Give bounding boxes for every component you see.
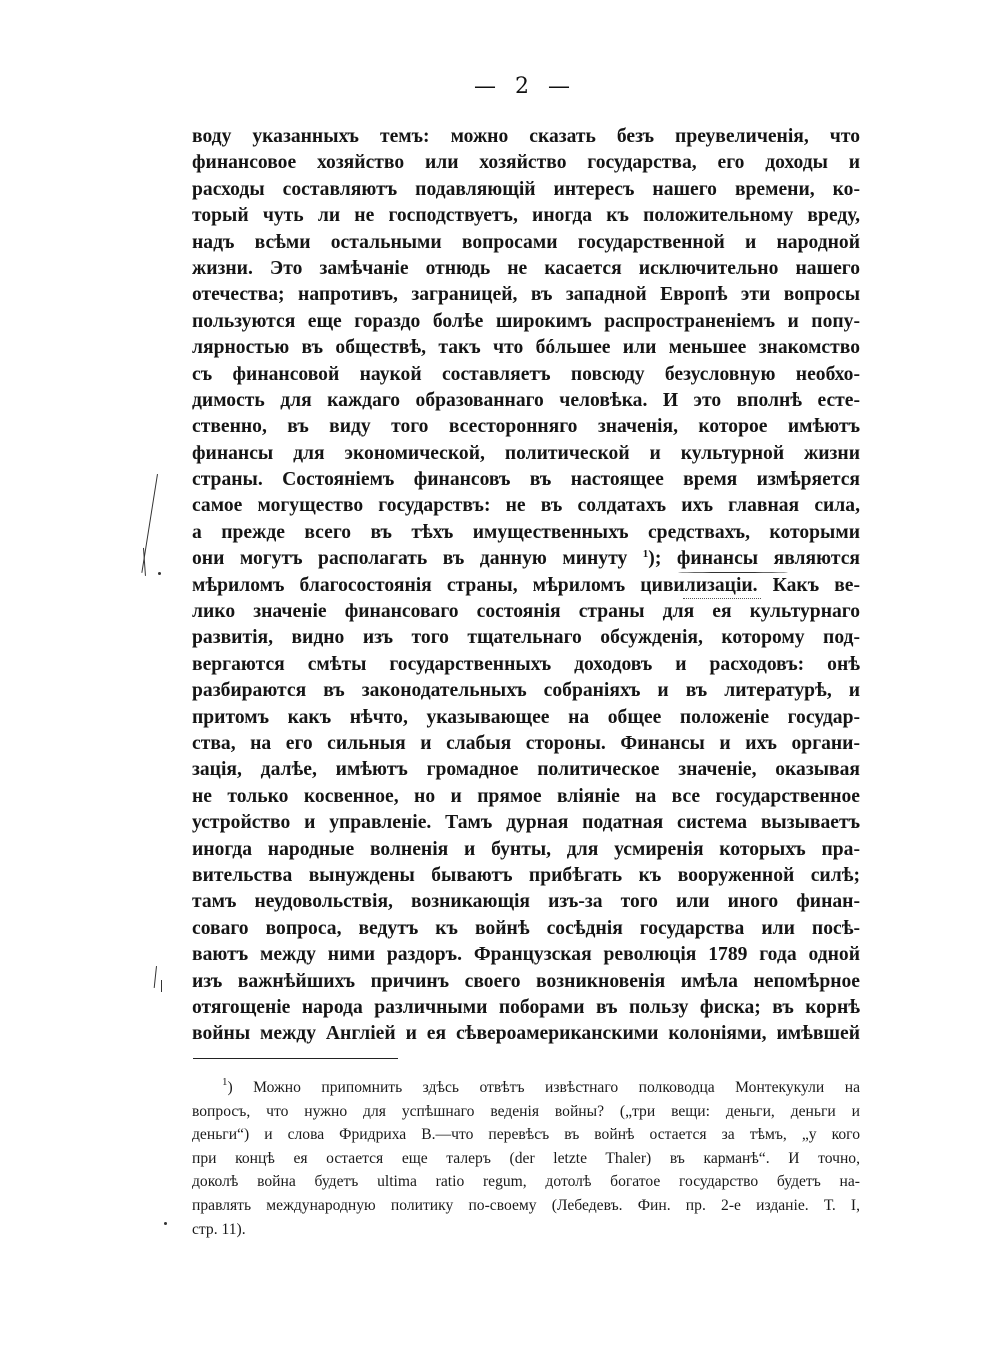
text-line: развитія, видно изъ того тщательнаго обсужденія, которому под- [192,627,860,649]
text-line: жизни. Это замѣчаніе отнюдь не касается исключительно нашего [192,257,860,279]
footnote-line: при концѣ ея остается еще талеръ (der letzte Thaler) въ карманѣ“. И точно, [192,1149,860,1167]
text-line: ваютъ между ними раздоръ. Французская революція 1789 года одной [192,944,860,966]
page-number: — 2 — [474,74,576,99]
text-line: финансовое хозяйство или хозяйство государства, его доходы и [192,152,860,174]
margin-dot-mark [164,1222,167,1225]
text-line: вергаются смѣты государственныхъ доходовъ и расходовъ: онѣ [192,653,860,675]
text-line: изъ важнѣйшихъ причинъ своего возникновенія имѣла непомѣрное [192,970,860,992]
footnote-line: стр. 11). [192,1220,246,1238]
text-line: устройство и управленіе. Тамъ дурная податная система вызываетъ [192,812,860,834]
text-line: расходы составляютъ подавляющій интересъ нашего времени, ко- [192,178,860,200]
text-line: ства, на его сильныя и слабыя стороны. Финансы и ихъ органи- [192,732,860,754]
footnote-ref[interactable]: 1 [642,548,649,561]
text-line: тамъ неудовольствія, возникающія изъ-за того или иного финан- [192,891,860,913]
margin-dot-mark [158,572,161,575]
footnote-line: правлять международную политику по-своему (Лебедевъ. Фин. пр. 2-е изданіе. Т. I, [192,1196,860,1214]
text-line: притомъ какъ нѣчто, указывающее на общее положеніе государ- [192,706,860,728]
text-line: вительства вынуждены бываютъ прибѣгать къ вооруженной силѣ; [192,864,860,886]
footnote-line: доколѣ война будетъ ultima ratio regum, дотолѣ богатое государство будетъ на- [192,1173,860,1191]
footnote-line [192,1076,860,1100]
text-segment: ); финансы являются [648,548,860,570]
footnote-text: ) Можно припомнить здѣсь отвѣтъ извѣстнаго полководца Монтекукули на [227,1079,860,1096]
text-line: ственно, въ виду того всесторонняго значенія, которое имѣютъ [192,416,860,438]
footnote-line: деньги“) и слова Фридриха В.—что перевѣсъ въ войнѣ остается за тѣмъ, „у кого [192,1126,860,1144]
text-line-with-footnote-ref [192,546,860,572]
text-line: пользуются еще гораздо болѣе широкимъ распространеніемъ и попу- [192,310,860,332]
text-line: торый чуть ли не господствуетъ, иногда къ положительному вреду, [192,205,860,227]
footnote-line: вопросъ, что нужно для успѣшнаго веденія войны? („три вещи: деньги, деньги и [192,1102,860,1120]
text-line: воду указанныхъ темъ: можно сказать безъ преувеличенія, что [192,126,860,147]
text-line: лико значеніе финансоваго состоянія страны для ея культурнаго [192,601,860,623]
text-line: съ финансовой наукой составляетъ повсюду безусловную необхо- [192,363,860,385]
text-line: отечества; напротивъ, заграницей, въ западной Европѣ эти вопросы [192,284,860,306]
text-line: страны. Состояніемъ финансовъ въ настоящее время измѣряется [192,469,860,491]
text-line: а прежде всего въ тѣхъ имущественныхъ средствахъ, которыми [192,521,860,543]
text-line: иногда народные волненія и бунты, для усмиренія которыхъ пра- [192,838,860,860]
text-segment: они могутъ располагать въ данную минуту [192,548,628,570]
text-line: надъ всѣми остальными вопросами государственной и народной [192,231,860,253]
text-line: самое могущество государствъ: не въ солдатахъ ихъ главная сила, [192,495,860,517]
dotted-underline-civilizacii [683,598,761,599]
text-line: не только косвенное, но и прямое вліяніе на все государственное [192,785,860,807]
text-line: финансы для экономической, политической и культурной жизни [192,442,860,464]
pencil-underline-finansy [678,572,788,573]
text-line: зація, далѣе, имѣютъ громадное политическое значеніе, оказывая [192,759,860,781]
text-line: димость для каждаго образованнаго человѣка. И это вполнѣ есте- [192,389,860,411]
pencil-tick-mark [161,980,162,992]
pencil-tick-mark [154,966,157,988]
text-line: разбираются въ законодательныхъ собраніяхъ и въ литературѣ, и [192,680,860,702]
footnote-marker: 1 [222,1076,228,1088]
footnotes-block [192,1076,860,1241]
text-line: соваго вопроса, ведутъ къ войнѣ сосѣднія государства или посѣ- [192,917,860,939]
text-line: отягощеніе народа различными поборами въ пользу фиска; въ корнѣ [192,996,860,1018]
footnote-divider [193,1058,398,1059]
text-line: войны между Англіей и ея сѣвероамериканскими колоніями, имѣвшей [192,1023,860,1045]
text-line: мѣриломъ благосостоянія страны, мѣриломъ цивилизаціи. Какъ ве- [192,574,860,596]
text-line: лярностью въ обществѣ, такъ что бóльшее или меньшее знакомство [192,337,860,359]
main-text-block [192,124,860,1048]
